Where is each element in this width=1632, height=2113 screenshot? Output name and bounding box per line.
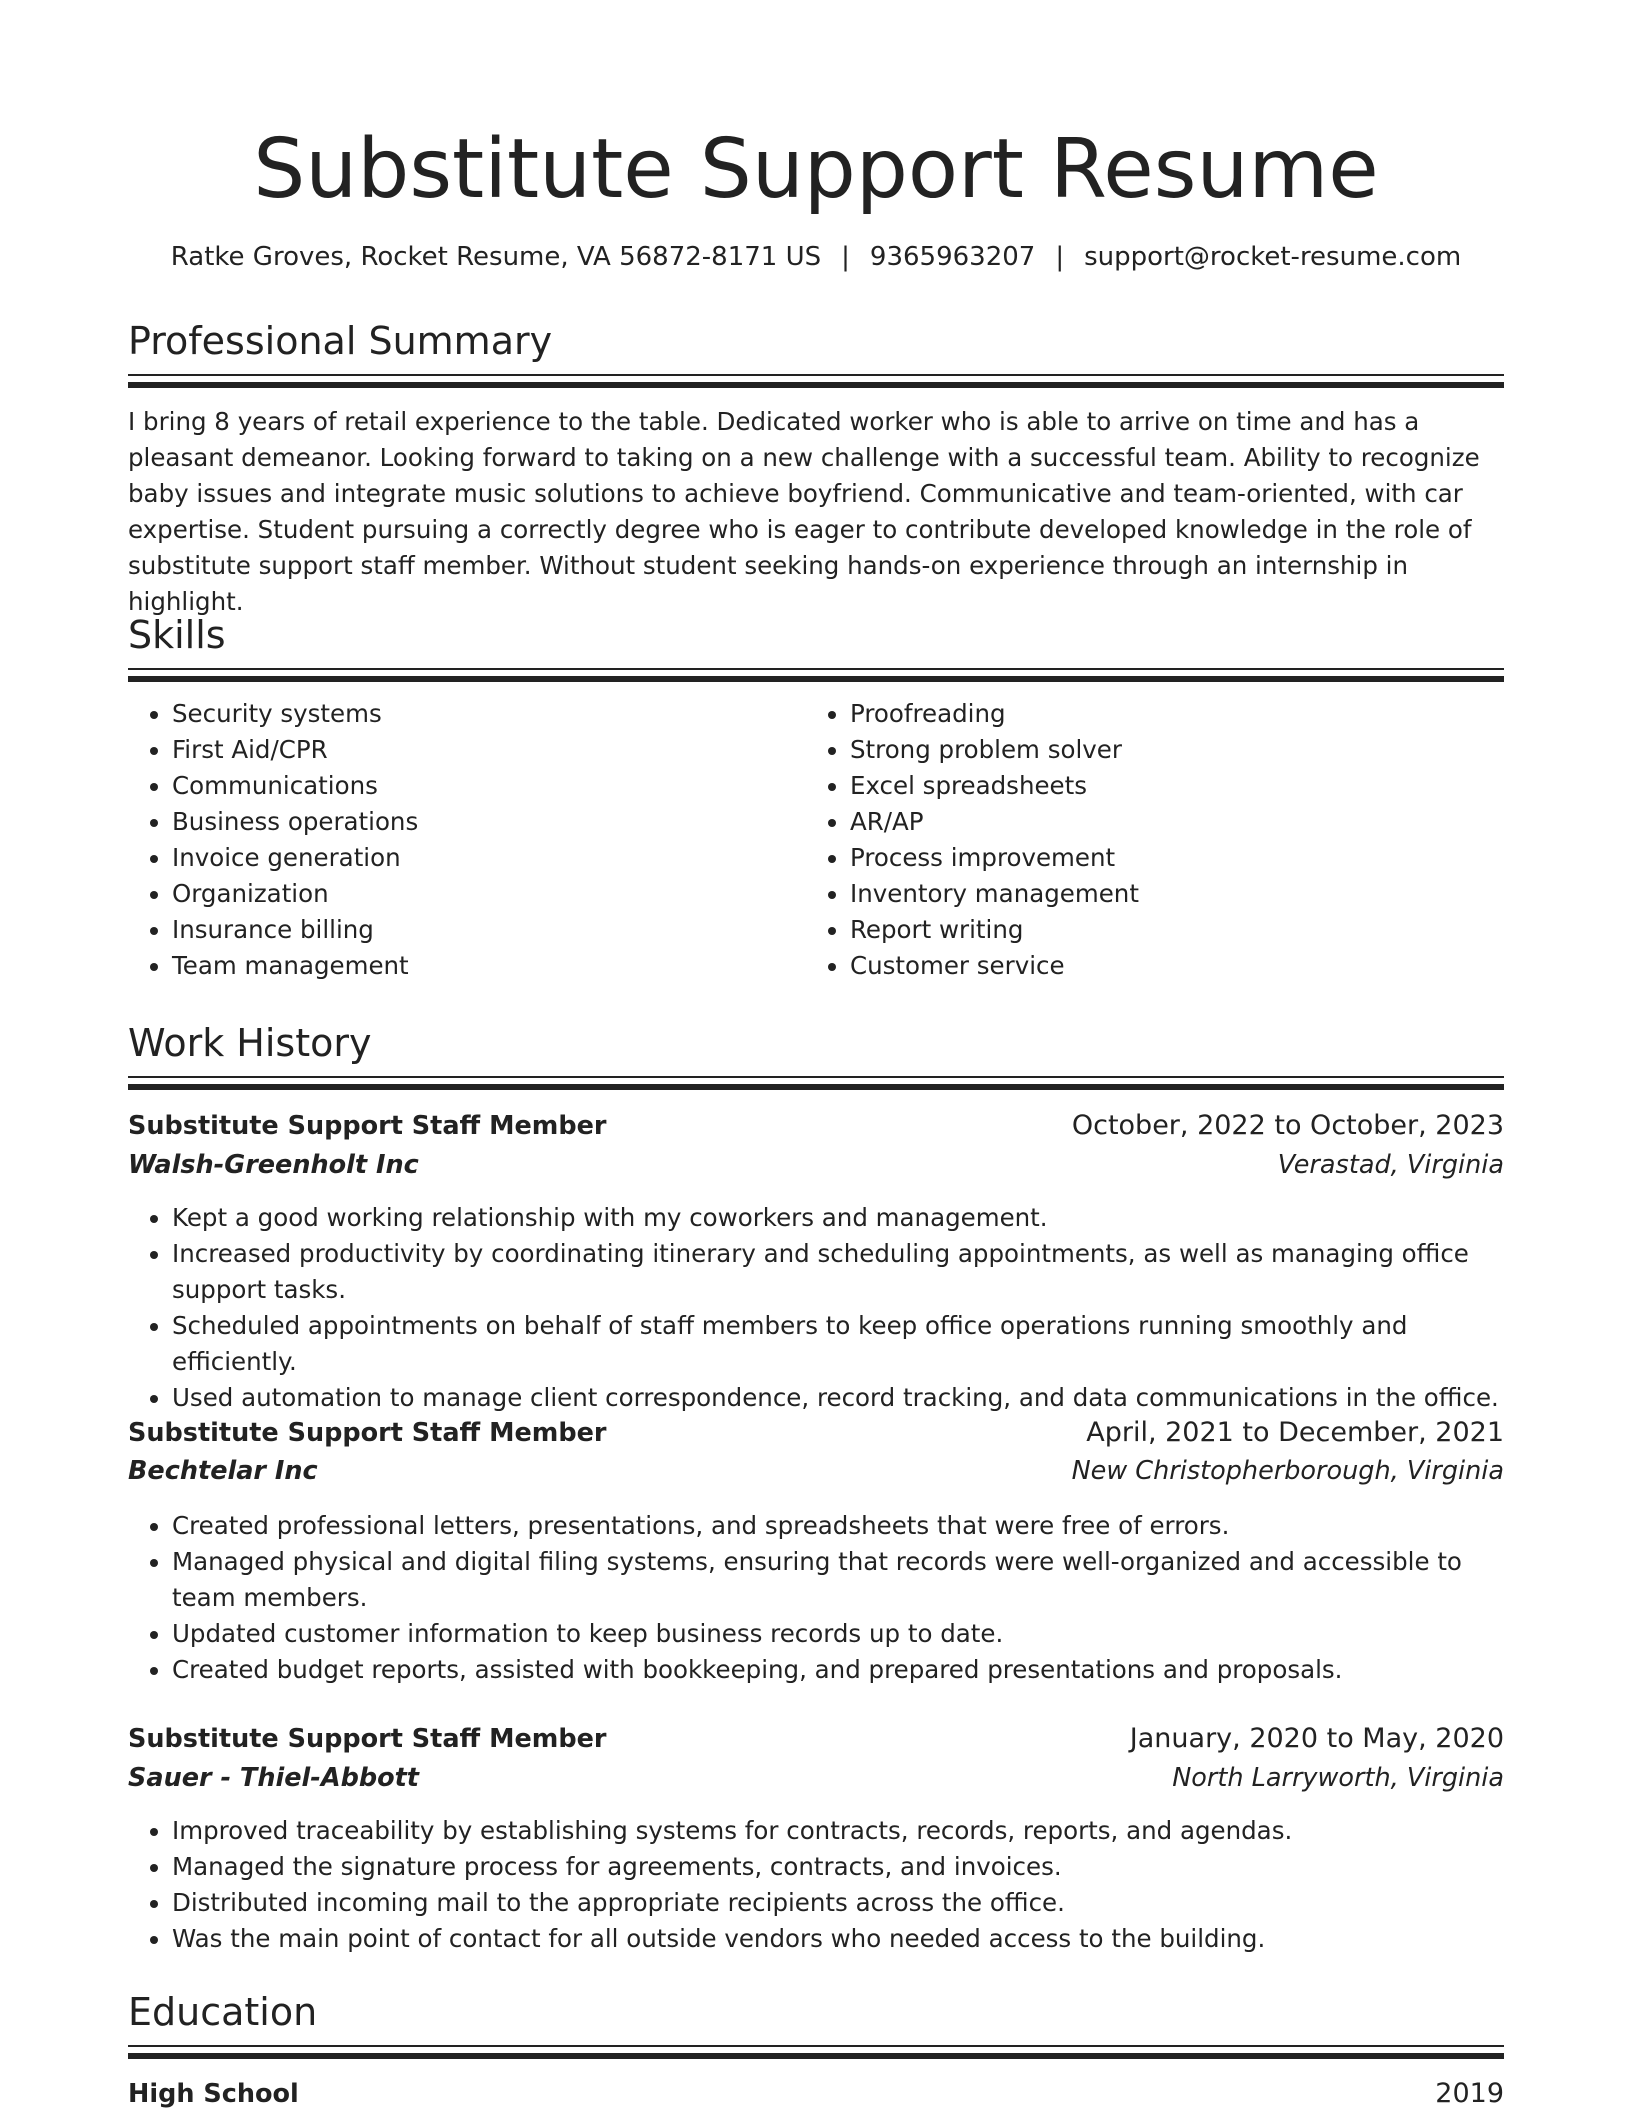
skill-item: • Proofreading (850, 696, 1484, 732)
skill-item: • AR/AP (850, 804, 1484, 840)
duty-item: • Kept a good working relationship with my coworkers and management. (172, 1200, 1504, 1236)
skill-item: • Security systems (172, 696, 806, 732)
skills-column-right (806, 696, 1484, 984)
job-duties (128, 1813, 1504, 1957)
education-divider (128, 2045, 1504, 2059)
summary-section-heading (128, 316, 1504, 366)
education-heading: Education (128, 1990, 318, 2034)
contact-line (128, 238, 1504, 276)
skill-item: • Organization (172, 876, 806, 912)
education-item (128, 2075, 1504, 2113)
job-dates: October, 2022 to October, 2023 (1071, 1110, 1504, 1141)
duty-item: • Managed the signature process for agreements, contracts, and invoices. (172, 1849, 1504, 1885)
job-title: Substitute Support Staff Member (128, 1724, 607, 1754)
job-duties (128, 1200, 1504, 1416)
duty-item: • Managed physical and digital filing systems, ensuring that records were well-organized and accessible to team members. (172, 1544, 1504, 1616)
summary-divider (128, 374, 1504, 388)
skill-item: • Report writing (850, 912, 1484, 948)
duty-item: • Updated customer information to keep business records up to date. (172, 1616, 1504, 1652)
skill-item: • Strong problem solver (850, 732, 1484, 768)
job-company: Walsh-Greenholt Inc (128, 1150, 419, 1180)
job-company: Sauer - Thiel-Abbott (128, 1763, 419, 1793)
summary-heading: Professional Summary (128, 319, 553, 363)
summary-text: I bring 8 years of retail experience to the table. Dedicated worker who is able to arrive on time and has a pleasant demeanor. Looking forward to taking on a new challenge with a successful team. Ability to recognize baby issues and integrate music solutions to achieve boyfriend. Communicative and team-oriented, with car expertise. Student pursuing a correctly degree who is eager to contribute developed knowledge in the role of substitute support staff member. Without student seeking hands-on experience through an internship in highlight. (128, 407, 1480, 616)
skill-item: • Inventory management (850, 876, 1484, 912)
job-title: Substitute Support Staff Member (128, 1418, 607, 1448)
job-dates: April, 2021 to December, 2021 (1086, 1417, 1504, 1448)
skill-item: • Excel spreadsheets (850, 768, 1484, 804)
duty-item: • Created budget reports, assisted with bookkeeping, and prepared presentations and proposals. (172, 1652, 1504, 1688)
skill-item: • Team management (172, 948, 806, 984)
skills-column-left (128, 696, 806, 984)
contact-phone[interactable]: 9365963207 (869, 242, 1036, 272)
contact-email[interactable]: support@rocket-resume.com (1084, 242, 1462, 272)
job-title: Substitute Support Staff Member (128, 1111, 607, 1141)
duty-item: • Was the main point of contact for all outside vendors who needed access to the building. (172, 1921, 1504, 1957)
skill-item: • Invoice generation (172, 840, 806, 876)
duty-item: • Used automation to manage client correspondence, record tracking, and data communications in the office. (172, 1380, 1504, 1416)
skill-item: • Insurance billing (172, 912, 806, 948)
duty-item: • Distributed incoming mail to the appropriate recipients across the office. (172, 1885, 1504, 1921)
work-heading: Work History (128, 1021, 372, 1065)
job-subheader (128, 1146, 1504, 1184)
job-header (128, 1720, 1504, 1758)
job-dates: January, 2020 to May, 2020 (1129, 1723, 1504, 1754)
job-company: Bechtelar Inc (128, 1456, 318, 1486)
job-header (128, 1414, 1504, 1452)
duty-item: • Improved traceability by establishing systems for contracts, records, reports, and agendas. (172, 1813, 1504, 1849)
job-subheader (128, 1759, 1504, 1797)
work-section-heading (128, 1018, 1504, 1068)
skill-item: • Communications (172, 768, 806, 804)
education-degree: High School (128, 2079, 299, 2109)
duty-item: • Scheduled appointments on behalf of staff members to keep office operations running smoothly and efficiently. (172, 1308, 1504, 1380)
duty-item: • Increased productivity by coordinating itinerary and scheduling appointments, as well as managing office support tasks. (172, 1236, 1504, 1308)
education-section-heading (128, 1987, 1504, 2037)
skill-item: • Business operations (172, 804, 806, 840)
job-subheader (128, 1452, 1504, 1490)
contact-separator: | (1055, 242, 1065, 272)
job-location: Verastad, Virginia (1277, 1150, 1504, 1180)
skills-list (128, 696, 1504, 984)
duty-item: • Created professional letters, presentations, and spreadsheets that were free of errors. (172, 1508, 1504, 1544)
education-year: 2019 (1435, 2078, 1504, 2109)
contact-separator: | (841, 242, 850, 272)
resume-title: Substitute Support Resume (253, 122, 1379, 217)
skill-item: • Customer service (850, 948, 1484, 984)
job-location: North Larryworth, Virginia (1172, 1763, 1504, 1793)
skills-section-heading (128, 610, 1504, 660)
contact-address: Ratke Groves, Rocket Resume, VA 56872-8171 US (170, 242, 822, 272)
skills-divider (128, 668, 1504, 682)
skill-item: • Process improvement (850, 840, 1484, 876)
job-location: New Christopherborough, Virginia (1071, 1456, 1504, 1486)
skills-heading: Skills (128, 613, 226, 657)
skill-item: • First Aid/CPR (172, 732, 806, 768)
job-duties (128, 1508, 1504, 1688)
job-header (128, 1107, 1504, 1145)
work-divider (128, 1076, 1504, 1090)
